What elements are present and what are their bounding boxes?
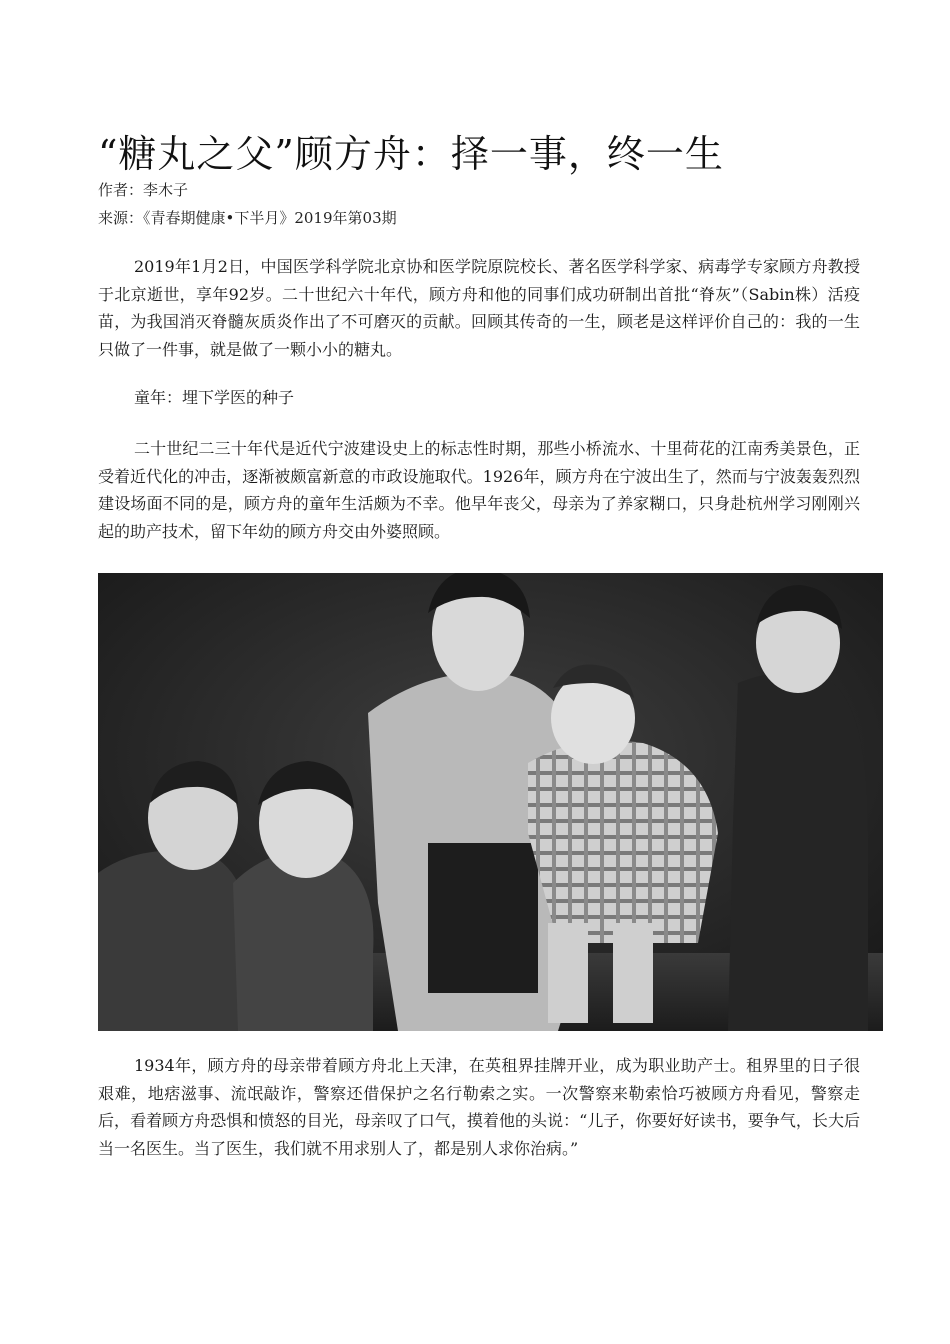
paragraph-intro: 2019年1月2日，中国医学科学院北京协和医学院原院校长、著名医学科学家、病毒学专家顾方舟教授于北京逝世，享年92岁。二十世纪六十年代，顾方舟和他的同事们成功研制出首批“脊灰”（Sabin株）活疫苗，为我国消灭脊髓灰质炎作出了不可磨灭的贡献。回顾其传奇的一生，顾老是这样评价自己的：我的一生只做了一件事，就是做了一颗小小的糖丸。 — [98, 257, 860, 359]
family-photo — [98, 573, 883, 1031]
article-title: “糖丸之父”顾方舟：择一事，终一生 — [98, 132, 724, 177]
section-heading-childhood: 童年：埋下学医的种子 — [134, 388, 295, 407]
paragraph-childhood: 二十世纪二三十年代是近代宁波建设史上的标志性时期，那些小桥流水、十里荷花的江南秀美景色，正受着近代化的冲击，逐渐被颇富新意的市政设施取代。1926年，顾方舟在宁波出生了，然而与宁波轰轰烈烈建设场面不同的是，顾方舟的童年生活颇为不幸。他早年丧父，母亲为了养家糊口，只身赴杭州学习刚刚兴起的助产技术，留下年幼的顾方舟交由外婆照顾。 — [98, 439, 860, 541]
article-author: 作者：李木子 — [98, 181, 189, 199]
paragraph-tianjin: 1934年，顾方舟的母亲带着顾方舟北上天津，在英租界挂牌开业，成为职业助产士。租界里的日子很艰难，地痞滋事、流氓敲诈，警察还借保护之名行勒索之实。一次警察来勒索恰巧被顾方舟看见，警察走后，看着顾方舟恐惧和愤怒的目光，母亲叹了口气，摸着他的头说：“儿子，你要好好读书，要争气，长大后当一名医生。当了医生，我们就不用求别人了，都是别人求你治病。” — [98, 1056, 860, 1158]
article-source: 来源：《青春期健康•下半月》2019年第03期 — [98, 209, 397, 227]
